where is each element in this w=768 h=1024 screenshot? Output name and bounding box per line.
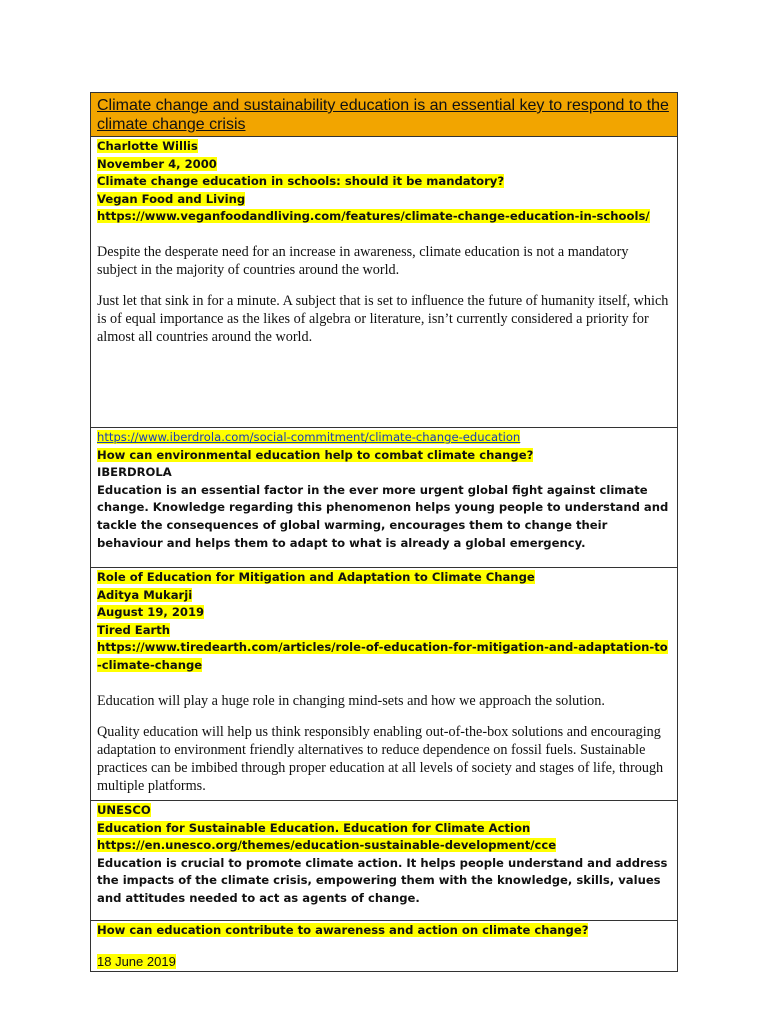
source-cell-vegan-food xyxy=(91,136,677,427)
source-paragraph: Just let that sink in for a minute. A subject that is set to influence the future of humanity itself, which is of equal importance as the likes of algebra or literature, isn’t currently considered a priority for almost all countries around the world. xyxy=(97,292,669,345)
source-headline: Climate change education in schools: should it be mandatory? xyxy=(97,174,505,189)
source-cell-unesco xyxy=(91,800,677,920)
source-publisher: Tired Earth xyxy=(97,622,171,637)
source-publisher: Vegan Food and Living xyxy=(97,191,246,206)
source-paragraph: Education will play a huge role in changing mind-sets and how we approach the solution. xyxy=(97,692,605,709)
source-headline: Role of Education for Mitigation and Adaptation to Climate Change xyxy=(97,570,535,584)
source-url[interactable]: https://www.veganfoodandliving.com/features/climate-change-education-in-schools/ xyxy=(97,209,650,224)
source-author: Aditya Mukarji xyxy=(97,587,193,602)
title-cell xyxy=(91,93,677,136)
source-publisher: UNESCO xyxy=(97,803,151,817)
source-author: Charlotte Willis xyxy=(97,139,198,153)
document-title: Climate change and sustainability education is an essential key to respond to the climate change crisis xyxy=(97,97,669,133)
source-url[interactable]: https://en.unesco.org/themes/education-sustainable-development/cce xyxy=(97,838,557,853)
notes-table xyxy=(90,92,678,972)
source-cell-iberdrola xyxy=(91,427,677,567)
source-headline: How can environmental education help to combat climate change? xyxy=(97,447,534,462)
source-headline: How can education contribute to awareness and action on climate change? xyxy=(97,923,589,937)
source-cell-awareness xyxy=(91,920,677,971)
source-summary: Education is crucial to promote climate action. It helps people understand and address the impacts of the climate crisis, empowering them with the knowledge, skills, values and attitudes needed to act as agents of change. xyxy=(97,855,668,905)
source-paragraph: Quality education will help us think responsibly enabling out-of-the-box solutions and encouraging adaptation to environment friendly alternatives to reduce dependence on fossil fuels. Sustainable practices can be imbibed through proper education at all levels of society and stages of life, through multiple platforms. xyxy=(97,723,664,794)
source-headline: Education for Sustainable Education. Education for Climate Action xyxy=(97,820,531,835)
source-cell-tired-earth xyxy=(91,567,677,800)
source-url-link[interactable]: https://www.iberdrola.com/social-commitment/climate-change-education xyxy=(97,430,521,444)
source-publisher: IBERDROLA xyxy=(97,465,172,480)
source-date: November 4, 2000 xyxy=(97,156,217,171)
source-paragraph: Despite the desperate need for an increase in awareness, climate education is not a mandatory subject in the majority of countries around the world. xyxy=(97,243,629,278)
source-date: August 19, 2019 xyxy=(97,605,205,620)
source-summary: Education is an essential factor in the ever more urgent global fight against climate change. Knowledge regarding this phenomenon helps young people to understand and tackle the consequences of global warming, encourages them to change their behaviour and helps them to adapt to what is already a global emergency. xyxy=(97,482,669,550)
source-url[interactable]: https://www.tiredearth.com/articles/role-of-education-for-mitigation-and-adaptation-to-climate-change xyxy=(97,640,668,672)
source-date: 18 June 2019 xyxy=(97,953,176,969)
